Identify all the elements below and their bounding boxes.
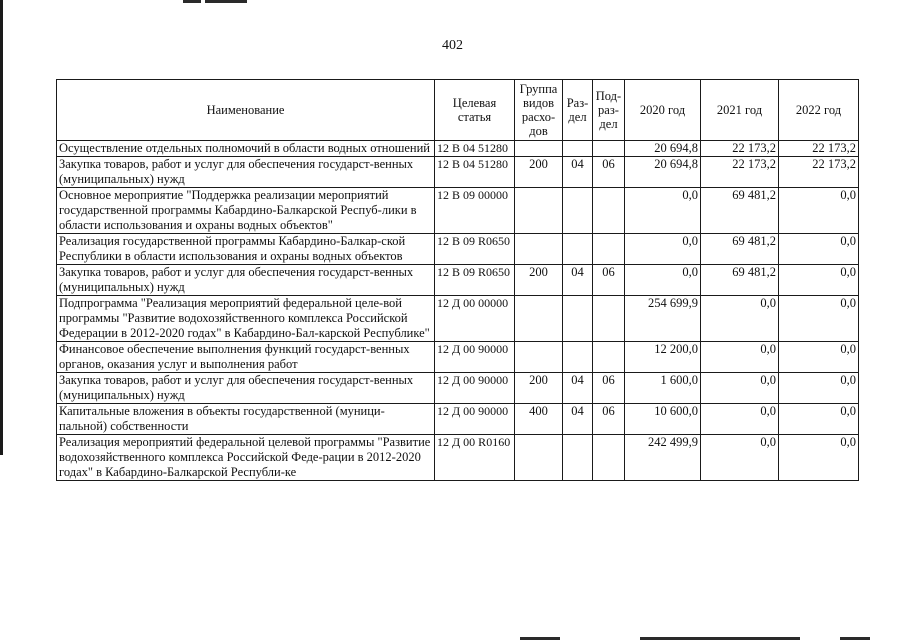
table-row [57,141,859,157]
page-number: 402 [442,38,463,53]
cell-section [563,296,593,342]
cell-subsection [593,188,625,234]
cell-amount-2020: 10 600,0 [625,404,701,435]
header-group: Группа видов расхо- дов [515,80,563,141]
scan-left-edge [0,0,3,455]
cell-amount-2022: 0,0 [779,265,859,296]
cell-section [563,188,593,234]
cell-amount-2021: 22 173,2 [701,157,779,188]
scan-top-mark [205,0,247,3]
cell-amount-2020: 242 499,9 [625,435,701,481]
header-2022: 2022 год [779,80,859,141]
cell-name: Финансовое обеспечение выполнения функций государст-венных органов, оказания услуг и выполнения работ [57,342,435,373]
cell-target-article: 12 Д 00 90000 [435,373,515,404]
header-2020: 2020 год [625,80,701,141]
cell-name: Закупка товаров, работ и услуг для обеспечения государст-венных (муниципальных) нужд [57,265,435,296]
scan-top-mark [183,0,201,3]
cell-amount-2021: 0,0 [701,404,779,435]
table-row [57,265,859,296]
cell-amount-2022: 0,0 [779,296,859,342]
cell-amount-2020: 20 694,8 [625,141,701,157]
cell-amount-2020: 0,0 [625,188,701,234]
table-row [57,234,859,265]
cell-name: Реализация государственной программы Кабардино-Балкар-ской Республики в области использования и охраны водных объектов [57,234,435,265]
cell-expense-group: 200 [515,157,563,188]
cell-amount-2022: 22 173,2 [779,157,859,188]
cell-target-article: 12 Д 00 00000 [435,296,515,342]
cell-expense-group [515,435,563,481]
cell-amount-2022: 0,0 [779,404,859,435]
cell-amount-2022: 0,0 [779,373,859,404]
cell-expense-group [515,141,563,157]
cell-expense-group [515,234,563,265]
table-row [57,296,859,342]
cell-name: Основное мероприятие "Поддержка реализации мероприятий государственной программы Кабардино-Балкарской Респуб-лики в области использования и охраны водных объектов" [57,188,435,234]
cell-expense-group [515,188,563,234]
cell-target-article: 12 Д 00 R0160 [435,435,515,481]
cell-amount-2022: 0,0 [779,342,859,373]
cell-section [563,342,593,373]
cell-expense-group: 400 [515,404,563,435]
budget-table [56,79,859,481]
cell-section [563,234,593,265]
cell-amount-2020: 12 200,0 [625,342,701,373]
cell-amount-2021: 69 481,2 [701,265,779,296]
table-row [57,188,859,234]
header-name: Наименование [57,80,435,141]
table-row [57,435,859,481]
cell-amount-2021: 0,0 [701,435,779,481]
cell-section: 04 [563,157,593,188]
cell-amount-2022: 0,0 [779,188,859,234]
cell-subsection: 06 [593,265,625,296]
cell-subsection: 06 [593,373,625,404]
cell-target-article: 12 В 09 00000 [435,188,515,234]
table-row [57,373,859,404]
cell-expense-group [515,296,563,342]
cell-target-article: 12 В 09 R0650 [435,265,515,296]
cell-section [563,435,593,481]
cell-amount-2020: 0,0 [625,265,701,296]
cell-subsection: 06 [593,157,625,188]
cell-amount-2021: 0,0 [701,296,779,342]
cell-expense-group: 200 [515,265,563,296]
table-row [57,404,859,435]
cell-amount-2020: 254 699,9 [625,296,701,342]
cell-target-article: 12 В 04 51280 [435,141,515,157]
cell-section [563,141,593,157]
cell-expense-group: 200 [515,373,563,404]
header-2021: 2021 год [701,80,779,141]
cell-amount-2021: 0,0 [701,373,779,404]
cell-target-article: 12 Д 00 90000 [435,342,515,373]
table-row [57,157,859,188]
cell-target-article: 12 В 09 R0650 [435,234,515,265]
cell-subsection [593,296,625,342]
cell-name: Капитальные вложения в объекты государственной (муници-пальной) собственности [57,404,435,435]
header-article: Целевая статья [435,80,515,141]
cell-subsection: 06 [593,404,625,435]
cell-name: Реализация мероприятий федеральной целевой программы "Развитие водохозяйственного комплекса Российской Феде-рации в 2012-2020 годах" в Кабардино-Балкарской Республи-ке [57,435,435,481]
cell-subsection [593,141,625,157]
cell-target-article: 12 В 04 51280 [435,157,515,188]
cell-name: Закупка товаров, работ и услуг для обеспечения государст-венных (муниципальных) нужд [57,373,435,404]
cell-amount-2020: 1 600,0 [625,373,701,404]
cell-amount-2020: 0,0 [625,234,701,265]
header-subsection: Под- раз- дел [593,80,625,141]
cell-subsection [593,234,625,265]
cell-target-article: 12 Д 00 90000 [435,404,515,435]
cell-expense-group [515,342,563,373]
cell-name: Закупка товаров, работ и услуг для обеспечения государст-венных (муниципальных) нужд [57,157,435,188]
cell-amount-2021: 0,0 [701,342,779,373]
cell-amount-2021: 22 173,2 [701,141,779,157]
cell-section: 04 [563,404,593,435]
cell-amount-2022: 22 173,2 [779,141,859,157]
cell-subsection [593,435,625,481]
table-body [57,141,859,481]
cell-amount-2020: 20 694,8 [625,157,701,188]
cell-section: 04 [563,265,593,296]
cell-name: Подпрограмма "Реализация мероприятий федеральной целе-вой программы "Развитие водохозяйственного комплекса Российской Федерации в 2012-2020 годах" в Кабардино-Бал-карской Республике" [57,296,435,342]
cell-name: Осуществление отдельных полномочий в области водных отношений [57,141,435,157]
cell-amount-2021: 69 481,2 [701,188,779,234]
cell-section: 04 [563,373,593,404]
table-header-row [57,80,859,141]
header-section: Раз- дел [563,80,593,141]
table-row [57,342,859,373]
cell-subsection [593,342,625,373]
cell-amount-2022: 0,0 [779,435,859,481]
cell-amount-2022: 0,0 [779,234,859,265]
cell-amount-2021: 69 481,2 [701,234,779,265]
